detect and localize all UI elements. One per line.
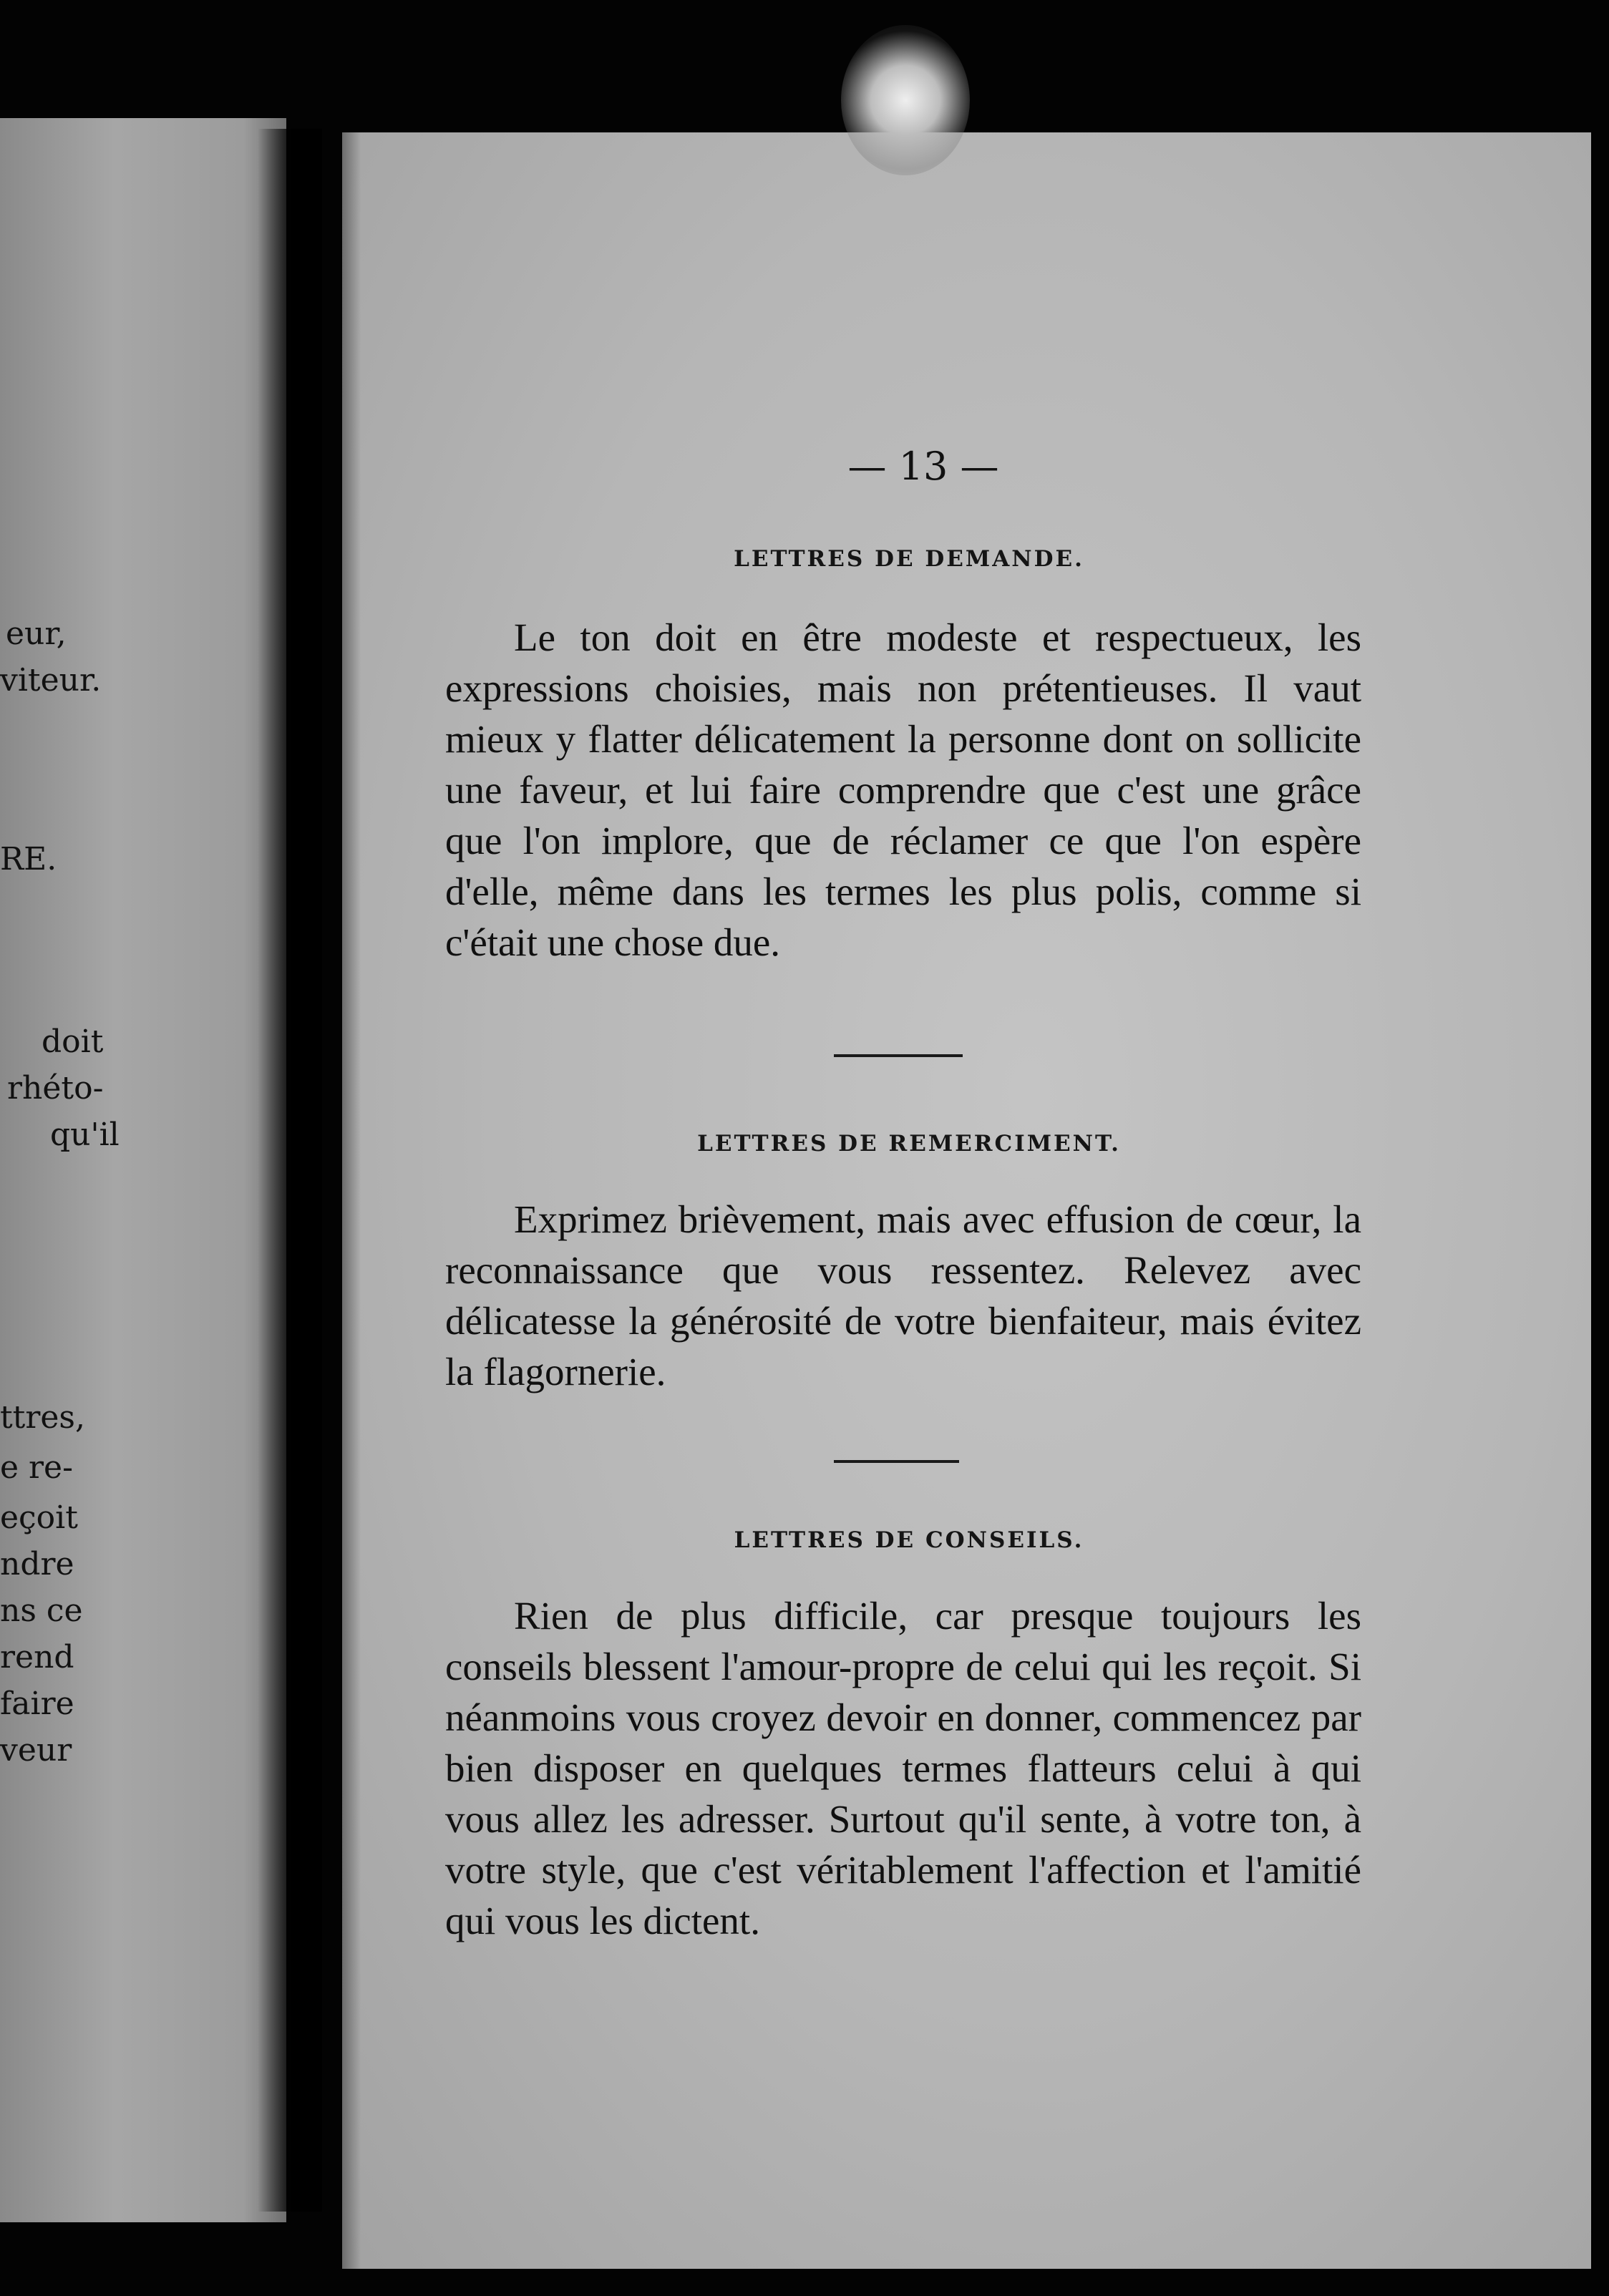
page-edge [342, 132, 361, 2269]
section-text-remerciment: Exprimez brièvement, mais avec effusion de cœur, la reconnaissance que vous ressentez. Relevez avec délicatesse la générosité de votre bienfaiteur, mais évitez la flagornerie. [445, 1197, 1361, 1393]
left-fragment: veur [0, 1732, 72, 1769]
paper-stain [841, 25, 970, 175]
section-heading-remerciment: LETTRES DE REMERCIMENT. [697, 1131, 1121, 1157]
left-fragment: rend [0, 1639, 74, 1675]
section-divider [834, 1460, 959, 1463]
section-divider [834, 1054, 963, 1057]
left-fragment: qu'il [50, 1117, 120, 1153]
section-text-demande: Le ton doit en être modeste et respectueux, les expressions choisies, mais non prétentieuses. Il vaut mieux y flatter délicatement la personne dont on sollicite une faveur, et lui faire comprendre que c'est une grâce que l'on implore, que de réclamer ce que l'on espère d'elle, même dans les termes les plus polis, comme si c'était une chose due. [445, 616, 1361, 964]
section-text-conseils: Rien de plus difficile, car presque toujours les conseils blessent l'amour-propre de celui qui les reçoit. Si néanmoins vous croyez devoir en donner, commencez par bien disposer en quelques termes flatteurs celui à qui vous allez les adresser. Surtout qu'il sente, à votre ton, à votre style, que c'est véritablement l'affection et l'amitié qui vous les dictent. [445, 1594, 1361, 1942]
page-number: — 13 — [847, 444, 999, 489]
left-fragment: ns ce [0, 1592, 83, 1629]
left-fragment: doit [42, 1023, 104, 1060]
left-fragment: eçoit [0, 1499, 78, 1536]
left-facing-page [0, 118, 286, 2222]
section-heading-demande: LETTRES DE DEMANDE. [734, 546, 1084, 572]
section-heading-conseils: LETTRES DE CONSEILS. [734, 1527, 1084, 1553]
left-fragment: RE. [0, 841, 57, 877]
gutter-shadow [258, 129, 322, 2212]
left-fragment: ttres, [0, 1399, 86, 1436]
left-fragment: viteur. [0, 662, 102, 699]
left-fragment: ndre [0, 1546, 74, 1582]
left-fragment: eur, [6, 616, 67, 652]
left-fragment: e re- [0, 1449, 73, 1486]
left-fragment: rhéto- [7, 1070, 104, 1106]
left-fragment: faire [0, 1685, 74, 1722]
